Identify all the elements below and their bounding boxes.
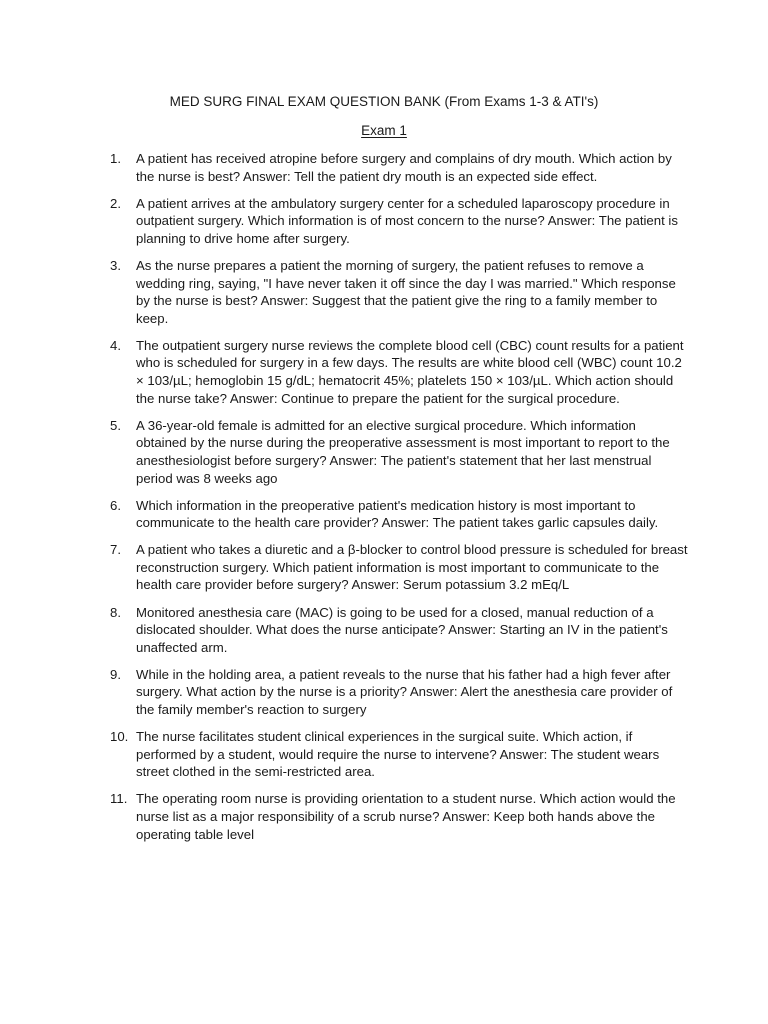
question-text: Monitored anesthesia care (MAC) is going to be used for a closed, manual reduction of a dislocated shoulder. What does the nurse anticipate? Answer: Starting an IV in the patient's unaffected arm. bbox=[136, 604, 668, 655]
question-number: 8. bbox=[110, 604, 121, 620]
question-item bbox=[110, 604, 688, 657]
question-number: 2. bbox=[110, 195, 121, 211]
question-text: A patient has received atropine before surgery and complains of dry mouth. Which action by the nurse is best? Answer: Tell the patient dry mouth is an expected side effect. bbox=[136, 151, 672, 184]
question-item bbox=[110, 257, 688, 327]
question-text: As the nurse prepares a patient the morning of surgery, the patient refuses to remove a wedding ring, saying, "I have never taken it off since the day I was married." Which response by the nurse is best? Answer: Suggest that the patient give the ring to a family member to keep. bbox=[136, 257, 676, 326]
question-text: Which information in the preoperative patient's medication history is most important to communicate to the health care provider? Answer: The patient takes garlic capsules daily. bbox=[136, 497, 659, 531]
question-number: 1. bbox=[110, 151, 121, 166]
question-list bbox=[110, 150, 688, 853]
question-text: A 36-year-old female is admitted for an elective surgical procedure. Which information obtained by the nurse during the preoperative assessment is most important to report to the anesthesiologist before surgery? Answer: The patient's statement that her last menstrual period was 8 weeks ago bbox=[136, 417, 670, 486]
question-number: 4. bbox=[110, 337, 121, 353]
section-heading bbox=[0, 122, 768, 139]
page-title: MED SURG FINAL EXAM QUESTION BANK (From Exams 1-3 & ATI's) bbox=[169, 94, 599, 109]
question-number: 10. bbox=[110, 729, 129, 745]
question-number: 7. bbox=[110, 542, 121, 558]
question-item bbox=[110, 497, 688, 532]
question-text: The outpatient surgery nurse reviews the complete blood cell (CBC) count results for a patient who is scheduled for surgery in a few days. The results are white blood cell (WBC) count 10.2 × 103/µL; hemoglobin 15 g/dL; hematocrit 45%; platelets 150 × 103/µL. Which action should the nurse take? Answer: Continue to prepare the patient for the surgical procedure. bbox=[136, 337, 684, 406]
question-text: While in the holding area, a patient reveals to the nurse that his father had a high fever after surgery. What action by the nurse is a priority? Answer: Alert the anesthesia care provider of the family member's reaction to surgery bbox=[136, 666, 673, 718]
question-item bbox=[110, 417, 688, 487]
question-item bbox=[110, 541, 688, 594]
question-text: A patient arrives at the ambulatory surgery center for a scheduled laparoscopy procedure in outpatient surgery. Which information is of most concern to the nurse? Answer: The patient is planning to drive home after surgery. bbox=[136, 195, 678, 246]
question-text: The nurse facilitates student clinical experiences in the surgical suite. Which action, if performed by a student, would require the nurse to intervene? Answer: The student wears street clothed in the semi-restricted area. bbox=[136, 729, 660, 780]
question-text: A patient who takes a diuretic and a β-blocker to control blood pressure is scheduled for breast reconstruction surgery. Which patient information is most important to communicate to the health care provider before surgery? Answer: Serum potassium 3.2 mEq/L bbox=[136, 542, 688, 593]
question-item bbox=[110, 150, 688, 185]
question-item bbox=[110, 337, 688, 407]
question-item bbox=[110, 666, 688, 719]
question-text: The operating room nurse is providing orientation to a student nurse. Which action would the nurse list as a major responsibility of a scrub nurse? Answer: Keep both hands above the operating table level bbox=[136, 791, 676, 842]
question-number: 11. bbox=[110, 791, 128, 807]
question-item bbox=[110, 790, 688, 843]
question-number: 5. bbox=[110, 417, 121, 433]
question-number: 9. bbox=[110, 666, 121, 682]
section-heading-text: Exam 1 bbox=[361, 123, 407, 138]
question-number: 6. bbox=[110, 497, 121, 513]
question-item bbox=[110, 728, 688, 781]
question-number: 3. bbox=[110, 257, 121, 273]
question-item bbox=[110, 195, 688, 248]
